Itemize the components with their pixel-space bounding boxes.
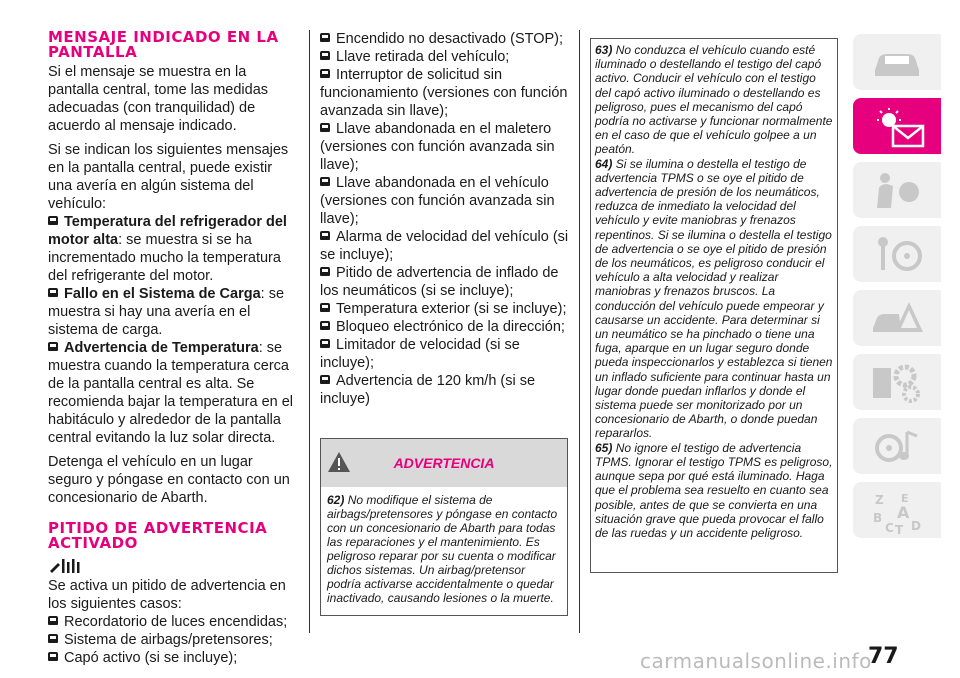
list-item: Llave abandonada en el vehículo (versiones con función avanzada sin llave);: [320, 175, 555, 227]
warning-title: ADVERTENCIA: [393, 455, 495, 471]
bullet-icon: [320, 177, 333, 188]
column-3-notes-box: [590, 38, 838, 573]
bullet-icon: [320, 123, 333, 134]
footer-watermark: carmanualsonline.info: [640, 649, 872, 673]
list-item: Llave retirada del vehículo;: [320, 48, 570, 66]
tab-multimedia[interactable]: [853, 418, 941, 474]
bullet-icon: [320, 339, 333, 350]
list-item: Temperatura del refrigerador del motor alta: se muestra si se ha incrementado mucho la temperatura del refrigerante del motor.: [48, 214, 287, 284]
paragraph: Si el mensaje se muestra en la pantalla central, tome las medidas adecuadas (con tranquilidad) de acuerdo al mensaje indicado.: [48, 64, 269, 134]
list-item: Interruptor de solicitud sin funcionamiento (versiones con función avanzada sin llave);: [320, 67, 568, 119]
bullet-icon: [320, 375, 333, 386]
list-item: Advertencia de Temperatura: se muestra cuando la temperatura cerca de la pantalla central es alta. Se recomienda bajar la temperatura en el habitáculo y alrededor de la pantalla central evitando la luz solar directa.: [48, 340, 294, 446]
column-divider-1: [309, 30, 310, 633]
tab-safety[interactable]: [853, 162, 941, 218]
svg-text:C: C: [885, 521, 894, 535]
gears-maintenance-icon: [871, 362, 923, 404]
list-item: Sistema de airbags/pretensores;: [48, 631, 298, 649]
car-icon: [871, 42, 923, 82]
list-item: Pitido de advertencia de inflado de los neumáticos (si se incluye);: [320, 265, 559, 299]
bullet-icon: [48, 342, 61, 353]
alphabetical-index-icon: [871, 490, 925, 536]
column-1: [48, 30, 298, 667]
tab-warning-lights[interactable]: [853, 98, 941, 154]
warning-note: [321, 487, 567, 615]
bullet-icon: [48, 216, 61, 227]
chapter-tabs: [853, 34, 941, 546]
list-item: Alarma de velocidad del vehículo (si se incluye);: [320, 229, 569, 263]
bullet-icon: [320, 51, 333, 62]
warning-header: [321, 439, 567, 487]
bullet-icon: [320, 69, 333, 80]
list-item: Recordatorio de luces encendidas;: [48, 613, 298, 631]
tab-index[interactable]: [853, 482, 941, 538]
list-item: Capó activo (si se incluye);: [48, 649, 298, 667]
bullet-icon: [320, 303, 333, 314]
svg-text:B: B: [873, 511, 883, 525]
tab-starting-driving[interactable]: [853, 226, 941, 282]
list-item: Encendido no desactivado (STOP);: [320, 30, 570, 48]
bullet-icon: [320, 33, 333, 44]
section-heading-beep: PITIDO DE ADVERTENCIA ACTIVADO: [48, 519, 268, 552]
steering-key-icon: [871, 234, 923, 276]
warning-lights-message-icon: [871, 106, 927, 150]
bullet-icon: [48, 616, 61, 627]
sound-icon: [48, 557, 298, 575]
bullet-icon: [48, 652, 61, 663]
breakdown-triangle-icon: [871, 298, 925, 340]
paragraph: Detenga el vehículo en un lugar seguro y póngase en contacto con un concesionario de Abarth.: [48, 454, 290, 506]
paragraph: Se activa un pitido de advertencia en los siguientes casos:: [48, 578, 286, 612]
column-divider-2: [579, 30, 580, 633]
note-text: No modifique el sistema de airbags/pretensores y póngase en contacto con un concesionario de Abarth para todas las reparaciones y el mantenimiento. Es peligroso reparar por su cuenta o modificar dichos sistemas. Un airbag/pretensor podría activarse accidentalmente o quedar inactivado, causando lesiones o la muerte.: [327, 493, 558, 605]
page-number: 77: [868, 644, 899, 669]
svg-text:A: A: [897, 503, 910, 522]
note: 64) Si se ilumina o destella el testigo de advertencia TPMS o se oye el pitido de advertencia de presión de los neumáticos, reduzca de inmediato la velocidad del vehículo y evite maniobras y frenazos repentinos. Si se ilumina o destella el testigo de advertencia o se oye el pitido de presión de los neumáticos, es peligroso conducir el vehículo a alta velocidad y realizar maniobras y frenazos bruscos. La conducción del vehículo puede empeorar y causarse un accidente. Para determinar si un neumático se ha pinchado o tiene una fuga, aparque en un lugar seguro donde pueda inspeccionarlos y establezca si tienen un inflado suficiente para continuar hasta un lugar donde puedan inflarlos y donde el sistema puede ser monitorizado por un concesionario de Abarth, o donde puedan repararlos.: [595, 156, 833, 441]
warning-box: [320, 438, 568, 616]
svg-text:Z: Z: [875, 493, 884, 507]
list-item: Bloqueo electrónico de la dirección;: [320, 318, 570, 336]
tab-emergency[interactable]: [853, 290, 941, 346]
svg-text:E: E: [901, 492, 909, 505]
bullet-icon: [320, 267, 333, 278]
bullet-icon: [48, 634, 61, 645]
note: 65) No ignore el testigo de advertencia TPMS. Ignorar el testigo TPMS es peligroso, aunque sepa por qué está iluminado. Haga que el problema sea resuelto en cuanto sea posible, antes de que se convierta en una situación grave que pueda provocar el fallo de las ruedas y un accidente peligroso.: [595, 440, 833, 540]
list-item: Limitador de velocidad (si se incluye);: [320, 337, 520, 371]
list-item: Llave abandonada en el maletero (versiones con función avanzada sin llave);: [320, 121, 555, 173]
bullet-icon: [320, 321, 333, 332]
tab-maintenance[interactable]: [853, 354, 941, 410]
list-item: Advertencia de 120 km/h (si se incluye): [320, 373, 536, 407]
list-item: Fallo en el Sistema de Carga: se muestra si hay una avería en el sistema de carga.: [48, 286, 285, 338]
note: 63) No conduzca el vehículo cuando esté iluminado o destellando el testigo del capó activo. Conducir el vehículo con el testigo del capó activo iluminado o destellando es peligroso, pues el mecanismo del capó podría no activarse y funcionar normalmente en el caso de que el vehículo golpee a un peatón.: [595, 43, 833, 157]
svg-text:T: T: [895, 523, 904, 536]
seatbelt-airbag-icon: [871, 170, 923, 212]
bullet-icon: [320, 231, 333, 242]
paragraph: Si se indican los siguientes mensajes en la pantalla central, puede existir una avería en algún sistema del vehículo:: [48, 142, 289, 212]
section-heading-message: MENSAJE INDICADO EN LA PANTALLA: [48, 28, 279, 61]
bullet-icon: [48, 288, 61, 299]
svg-text:D: D: [911, 519, 921, 533]
multimedia-icon: [871, 426, 923, 468]
column-2: [320, 30, 570, 616]
tab-car[interactable]: [853, 34, 941, 90]
note-number: 62): [327, 493, 345, 507]
list-item: Temperatura exterior (si se incluye);: [320, 300, 570, 318]
